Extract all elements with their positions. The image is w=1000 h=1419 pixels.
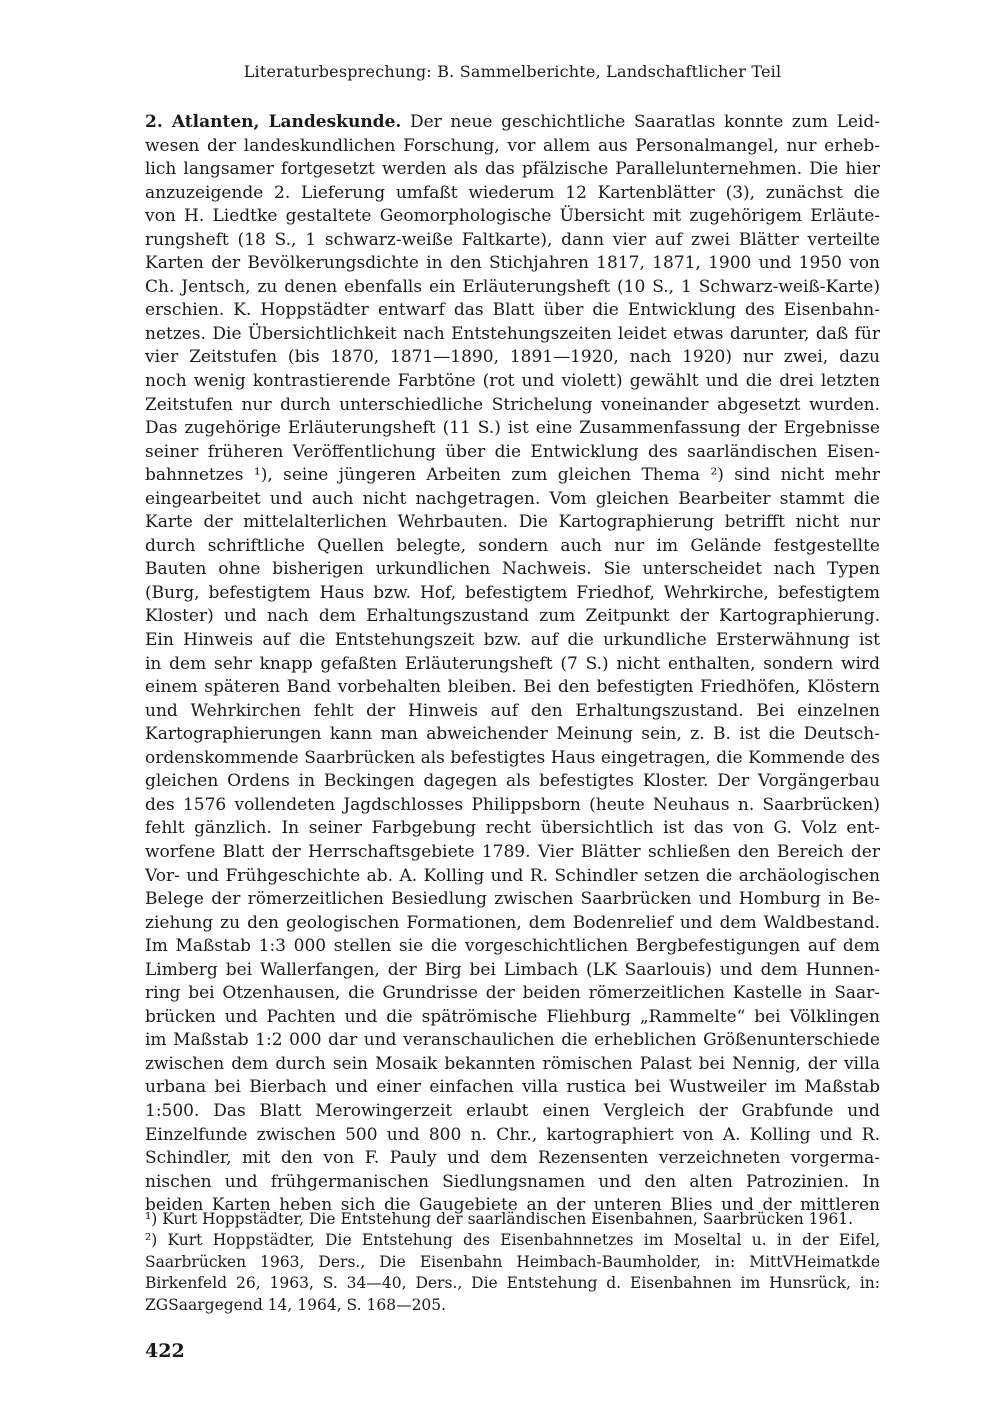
body-line: Karte der mittelalterlichen Wehrbauten. Die Kartographierung betrifft nicht nur bbox=[145, 512, 880, 533]
body-line: im Maßstab 1:2 000 dar und veranschaulichen die erheblichen Größenunterschiede bbox=[145, 1030, 880, 1051]
body-line: Kartographierungen kann man abweichender Meinung sein, z. B. ist die Deutsch- bbox=[145, 724, 880, 745]
body-line: zwischen dem durch sein Mosaik bekannten römischen Palast bei Nennig, der villa bbox=[145, 1053, 880, 1074]
body-line: Limberg bei Wallerfangen, der Birg bei Limbach (LK Saarlouis) und dem Hunnen- bbox=[145, 959, 880, 980]
running-head: Literaturbesprechung: B. Sammelberichte, Landschaftlicher Teil bbox=[243, 62, 782, 81]
body-line: wesen der landeskundlichen Forschung, vor allem aus Personalmangel, nur erheb- bbox=[145, 135, 880, 156]
body-line: brücken und Pachten und die spätrömische Fliehburg „Rammelte“ bei Völklingen bbox=[145, 1006, 880, 1027]
body-line: seiner früheren Veröffentlichung über die Entwicklung des saarländischen Eisen- bbox=[145, 441, 880, 462]
body-line: netzes. Die Übersichtlichkeit nach Entstehungszeiten leidet etwas darunter, daß für bbox=[145, 323, 880, 344]
footnote-line: ¹) Kurt Hoppstädter, Die Entstehung der saarländischen Eisenbahnen, Saarbrücken 1961. bbox=[145, 1210, 854, 1228]
body-line: einem späteren Band vorbehalten bleiben. Bei den befestigten Friedhöfen, Klöstern bbox=[145, 677, 880, 698]
body-line: lich langsamer fortgesetzt werden als das pfälzische Parallelunternehmen. Die hier bbox=[145, 159, 880, 180]
body-line: noch wenig kontrastierende Farbtöne (rot und violett) gewählt und die drei letzten bbox=[145, 371, 880, 392]
body-line: durch schriftliche Quellen belegte, sondern auch nur im Gelände festgestellte bbox=[145, 535, 880, 556]
footnote-line: ²) Kurt Hoppstädter, Die Entstehung des Eisenbahnnetzes im Moseltal u. in der Eifel, bbox=[145, 1231, 880, 1250]
body-line: ordenskommende Saarbrücken als befestigtes Haus eingetragen, die Kommende des bbox=[145, 747, 880, 768]
body-line: Zeitstufen nur durch unterschiedliche Strichelung voneinander abgesetzt wurden. bbox=[145, 394, 880, 415]
footnotes bbox=[145, 1209, 880, 1316]
footnote-line: ZGSaargegend 14, 1964, S. 168—205. bbox=[145, 1295, 447, 1314]
body-line: Karten der Bevölkerungsdichte in den Stichjahren 1817, 1871, 1900 und 1950 von bbox=[145, 253, 880, 274]
body-line: Das zugehörige Erläuterungsheft (11 S.) ist eine Zusammenfassung der Ergebnisse bbox=[145, 418, 880, 439]
body-line: rungsheft (18 S., 1 schwarz-weiße Faltkarte), dann vier auf zwei Blätter verteilte bbox=[145, 229, 880, 250]
body-line: Ein Hinweis auf die Entstehungszeit bzw. auf die urkundliche Ersterwähnung ist bbox=[145, 630, 880, 651]
body-line: anzuzeigende 2. Lieferung umfaßt wiederum 12 Kartenblätter (3), zunächst die bbox=[145, 182, 880, 203]
body-line: urbana bei Bierbach und einer einfachen villa rustica bei Wustweiler im Maßstab bbox=[145, 1077, 880, 1098]
body-line: bahnnetzes ¹), seine jüngeren Arbeiten zum gleichen Thema ²) sind nicht mehr bbox=[145, 465, 880, 486]
body-line: des 1576 vollendeten Jagdschlosses Philippsborn (heute Neuhaus n. Saarbrücken) bbox=[145, 794, 880, 815]
body-line: Bauten ohne bisherigen urkundlichen Nachweis. Sie unterscheidet nach Typen bbox=[145, 559, 880, 580]
footnote-line: Birkenfeld 26, 1963, S. 34—40, Ders., Die Entstehung d. Eisenbahnen im Hunsrück, in: bbox=[145, 1274, 880, 1293]
body-line: und Wehrkirchen fehlt der Hinweis auf den Erhaltungszustand. Bei einzelnen bbox=[145, 700, 880, 721]
body-line: gleichen Ordens in Beckingen dagegen als befestigtes Kloster. Der Vorgängerbau bbox=[145, 771, 880, 792]
body-line: fehlt gänzlich. In seiner Farbgebung recht übersichtlich ist das von G. Volz ent- bbox=[145, 818, 880, 839]
body-line: 1:500. Das Blatt Merowingerzeit erlaubt einen Vergleich der Grabfunde und bbox=[145, 1100, 880, 1121]
body-line: in dem sehr knapp gefaßten Erläuterungsheft (7 S.) nicht enthalten, sondern wird bbox=[145, 653, 880, 674]
body-line: von H. Liedtke gestaltete Geomorphologische Übersicht mit zugehörigem Erläute- bbox=[145, 206, 880, 227]
body-line: 2. Atlanten, Landeskunde. Der neue geschichtliche Saaratlas konnte zum Leid- bbox=[145, 112, 880, 132]
body-line: Belege der römerzeitlichen Besiedlung zwischen Saarbrücken und Homburg in Be- bbox=[145, 889, 880, 910]
body-line: Ch. Jentsch, zu denen ebenfalls ein Erläuterungsheft (10 S., 1 Schwarz-weiß-Karte) bbox=[145, 276, 880, 297]
section-heading: 2. Atlanten, Landeskunde. bbox=[145, 112, 402, 132]
body-line: nischen und frühgermanischen Siedlungsnamen und den alten Patrozinien. In bbox=[145, 1171, 880, 1192]
body-line: ring bei Otzenhausen, die Grundrisse der beiden römerzeitlichen Kastelle in Saar- bbox=[145, 983, 880, 1004]
body-line: Schindler, mit den von F. Pauly und dem Rezensenten verzeichneten vorgerma- bbox=[145, 1148, 880, 1169]
body-line: Einzelfunde zwischen 500 und 800 n. Chr., kartographiert von A. Kolling und R. bbox=[145, 1124, 880, 1145]
body-line: (Burg, befestigtem Haus bzw. Hof, befestigtem Friedhof, Wehrkirche, befestigtem bbox=[145, 582, 880, 603]
body-line: Kloster) und nach dem Erhaltungszustand zum Zeitpunkt der Kartographierung. bbox=[145, 606, 880, 627]
page-number: 422 bbox=[145, 1340, 185, 1362]
body-text bbox=[145, 111, 880, 1218]
body-line: erschien. K. Hoppstädter entwarf das Blatt über die Entwicklung des Eisenbahn- bbox=[145, 300, 880, 321]
body-line: beiden Karten heben sich die Gaugebiete an der unteren Blies und der mittleren bbox=[145, 1195, 880, 1216]
body-line: ziehung zu den geologischen Formationen, dem Bodenrelief und dem Waldbestand. bbox=[145, 912, 880, 933]
body-line: worfene Blatt der Herrschaftsgebiete 1789. Vier Blätter schließen den Bereich der bbox=[145, 841, 880, 862]
body-line: Im Maßstab 1:3 000 stellen sie die vorgeschichtlichen Bergbefestigungen auf dem bbox=[145, 936, 880, 957]
body-line: Vor- und Frühgeschichte ab. A. Kolling und R. Schindler setzen die archäologischen bbox=[145, 865, 880, 886]
footnote-line: Saarbrücken 1963, Ders., Die Eisenbahn Heimbach-Baumholder, in: MittVHeimatkde bbox=[145, 1252, 880, 1271]
body-line: eingearbeitet und auch nicht nachgetragen. Vom gleichen Bearbeiter stammt die bbox=[145, 488, 880, 509]
body-line: vier Zeitstufen (bis 1870, 1871—1890, 1891—1920, nach 1920) nur zwei, dazu bbox=[145, 347, 880, 368]
